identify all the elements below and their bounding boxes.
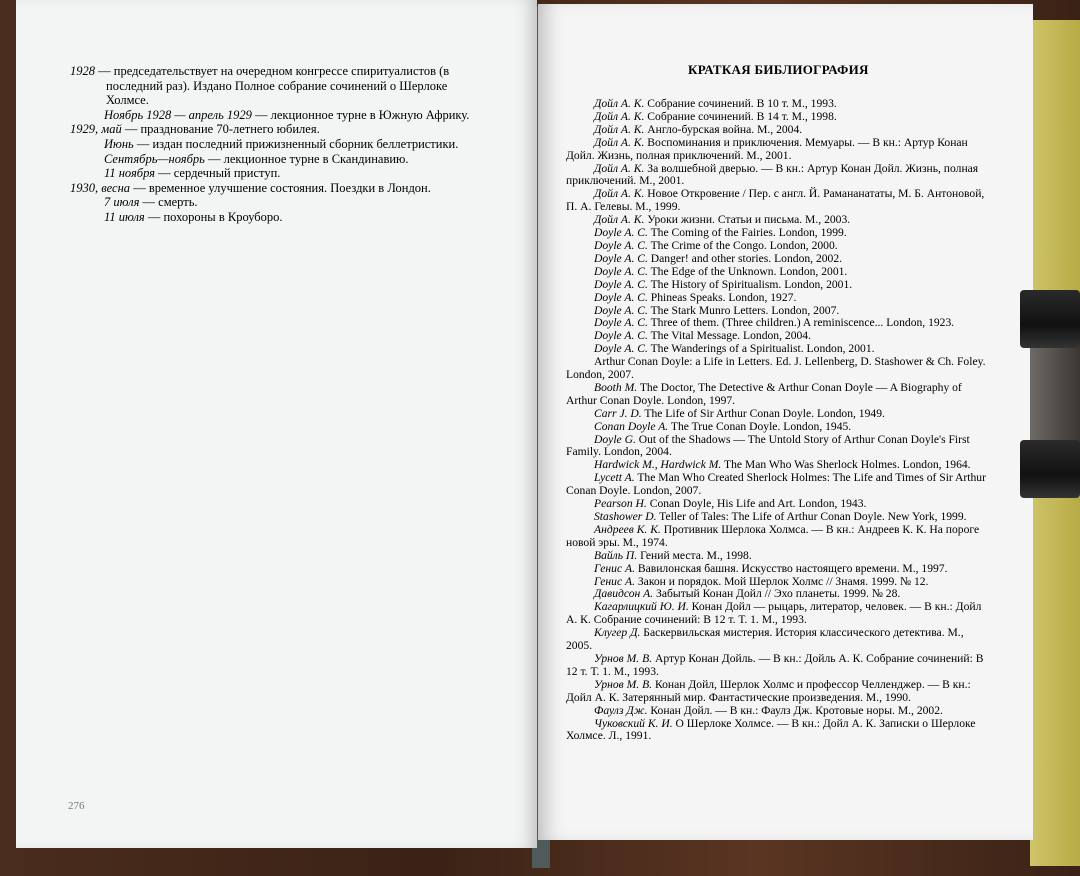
bibliography-author: Doyle A. C. <box>594 277 648 291</box>
bibliography-author: Дойл А. К. <box>594 135 645 149</box>
chronology-entry <box>70 137 490 152</box>
bibliography-entry <box>566 137 986 163</box>
bibliography-author: Doyle A. C. <box>594 303 648 317</box>
chronology-date: 7 июля <box>104 195 140 210</box>
bibliography-text: Danger! and other stories. London, 2002. <box>647 251 843 265</box>
bibliography-author: Дойл А. К. <box>594 161 645 175</box>
chronology-entry <box>70 166 490 181</box>
chronology-entry <box>70 64 490 108</box>
chronology-date: Июнь <box>104 136 134 151</box>
bibliography-text: Забытый Конан Дойл // Эхо планеты. 1999. № 28. <box>653 587 901 601</box>
bibliography-entry <box>566 188 986 214</box>
bibliography-author: Pearson H. <box>594 497 647 511</box>
chronology-entry <box>70 181 490 196</box>
bibliography-author: Lycett A. <box>594 471 635 485</box>
bibliography-text: The Man Who Created Sherlock Holmes: The Life and Times of Sir Arthur Conan Doyle. London, 2007. <box>566 471 986 498</box>
bibliography-author: Давидсон А. <box>594 587 654 601</box>
binder-clip-top <box>1020 290 1080 348</box>
chronology-entry <box>70 108 490 123</box>
chronology-date: 1930, весна <box>70 180 131 195</box>
bibliography-author: Дойл А. К. <box>594 97 645 110</box>
bibliography-author: Вайль П. <box>594 548 638 562</box>
bibliography-author: Дойл А. К. <box>594 109 645 123</box>
chronology-date: Ноябрь 1928 — апрель 1929 <box>104 107 252 122</box>
bibliography-author: Дойл А. К. <box>594 187 645 201</box>
bibliography-text: The History of Spiritualism. London, 2001. <box>647 277 853 291</box>
bibliography-entry <box>566 601 986 627</box>
bibliography-text: Закон и порядок. Мой Шерлок Холмс // Знамя. 1999. № 12. <box>634 574 929 588</box>
bibliography-text: Conan Doyle, His Life and Art. London, 1943. <box>646 497 867 511</box>
bibliography-text: Three of them. (Three children.) A reminiscence... London, 1923. <box>647 316 955 330</box>
bibliography-text: The Wanderings of a Spiritualist. London, 2001. <box>647 342 875 356</box>
bibliography-author: Генис А. <box>594 574 635 588</box>
bibliography-text: Новое Откровение / Пер. с англ. Й. Рамананататы, М. Б. Антоновой, П. А. Гелевы. М., 1999. <box>566 187 985 214</box>
binder-clip-bottom <box>1020 440 1080 498</box>
bibliography-author: Клугер Д. <box>594 626 641 640</box>
chronology-text: — смерть. <box>139 195 198 210</box>
chronology-list <box>70 64 490 225</box>
bibliography-text: The Edge of the Unknown. London, 2001. <box>647 264 848 278</box>
chronology-text: — сердечный приступ. <box>154 166 281 181</box>
bibliography-text: The Man Who Was Sherlock Holmes. London, 1964. <box>721 458 971 472</box>
binder-clip-handle <box>1030 340 1080 450</box>
bibliography-text: Собрание сочинений. В 10 т. М., 1993. <box>644 97 837 110</box>
bibliography-author: Booth M. <box>594 380 638 394</box>
chronology-date: Сентябрь—ноябрь <box>104 151 205 166</box>
bibliography-author: Doyle G. <box>594 432 636 446</box>
bibliography-author: Doyle A. C. <box>594 226 648 240</box>
bibliography-author: Чуковский К. И. <box>594 716 673 730</box>
bibliography-text: The Crime of the Congo. London, 2000. <box>647 238 838 252</box>
chronology-text: — лекционное турне в Южную Африку. <box>251 107 470 122</box>
bibliography-text: Артур Конан Дойль. — В кн.: Дойль А. К. Собрание сочинений: В 12 т. Т. 1. М., 1993. <box>566 651 984 678</box>
bibliography-text: The Coming of the Fairies. London, 1999. <box>647 226 847 240</box>
chronology-text: — празднование 70-летнего юбилея. <box>121 122 320 137</box>
bibliography-text: Out of the Shadows — The Untold Story of Arthur Conan Doyle's First Family. London, 2004. <box>566 432 970 459</box>
bibliography-text: Уроки жизни. Статьи и письма. М., 2003. <box>644 213 851 227</box>
chronology-entry <box>70 210 490 225</box>
chronology-date: 1929, май <box>70 122 122 137</box>
bibliography-entry <box>566 653 986 679</box>
bibliography-text: За волшебной дверью. — В кн.: Артур Конан Дойл. Жизнь, полная приключений. М., 2001. <box>566 161 979 188</box>
bibliography-author: Conan Doyle A. <box>594 419 669 433</box>
bibliography-author: Урнов М. В. <box>594 677 653 691</box>
bibliography-text: О Шерлоке Холмсе. — В кн.: Дойл А. К. Записки о Шерлоке Холмсе. Л., 1991. <box>566 716 976 743</box>
bibliography-entry <box>566 356 986 382</box>
bibliography-entry <box>566 679 986 705</box>
chronology-text: — лекционное турне в Скандинавию. <box>204 151 409 166</box>
bibliography-text: Конан Дойл, Шерлок Холмс и профессор Челленджер. — В кн.: Дойл А. К. Затерянный мир. Фантастические произведения. М., 1990. <box>566 677 971 704</box>
bibliography-text: Arthur Conan Doyle: a Life in Letters. Ed. J. Lellenberg, D. Stashower & Ch. Foley. London, 2007. <box>566 355 986 382</box>
bibliography-text: Воспоминания и приключения. Мемуары. — В кн.: Артур Конан Дойл. Жизнь, полная приключений. М., 2001. <box>566 135 968 162</box>
chronology-date: 1928 <box>70 64 95 78</box>
bibliography-text: Противник Шерлока Холмса. — В кн.: Андреев К. К. На пороге новой эры. М., 1974. <box>566 522 980 549</box>
bibliography-text: The Stark Munro Letters. London, 2007. <box>647 303 840 317</box>
bibliography-text: Баскервильская мистерия. История классического детектива. М., 2005. <box>566 626 964 653</box>
chronology-entry <box>70 122 490 137</box>
bibliography-author: Кагарлицкий Ю. И. <box>594 600 689 614</box>
bibliography-text: The Life of Sir Arthur Conan Doyle. London, 1949. <box>641 406 885 420</box>
bibliography-text: Конан Дойл. — В кн.: Фаулз Дж. Кротовые норы. М., 2002. <box>647 703 943 717</box>
bibliography-entry <box>566 718 986 744</box>
bibliography-author: Doyle A. C. <box>594 290 648 304</box>
bibliography-entry <box>566 434 986 460</box>
bibliography-text: Teller of Tales: The Life of Arthur Conan Doyle. New York, 1999. <box>656 510 967 523</box>
bibliography-author: Doyle A. C. <box>594 342 648 356</box>
bibliography-author: Фаулз Дж. <box>594 703 648 717</box>
bibliography-entry <box>566 524 986 550</box>
bibliography-author: Doyle A. C. <box>594 238 648 252</box>
chronology-text: — председательствует на очередном конгрессе спиритуалистов (в <box>95 64 450 78</box>
bibliography-author: Doyle A. C. <box>594 329 648 343</box>
bibliography-author: Урнов М. В. <box>594 651 653 665</box>
bibliography-list <box>566 98 986 743</box>
bibliography-author: Дойл А. К. <box>594 213 645 227</box>
bibliography-author: Doyle A. C. <box>594 316 648 330</box>
bibliography-text: The True Conan Doyle. London, 1945. <box>668 419 852 433</box>
bibliography-entry <box>566 627 986 653</box>
bibliography-text: Вавилонская башня. Искусство настоящего времени. М., 1997. <box>634 561 948 575</box>
bibliography-entry <box>566 472 986 498</box>
bibliography-author: Дойл А. К. <box>594 122 645 136</box>
chronology-date: 11 июля <box>104 209 145 224</box>
bibliography-author: Генис А. <box>594 561 635 575</box>
bibliography-author: Doyle A. C. <box>594 251 648 265</box>
bibliography-text: The Vital Message. London, 2004. <box>647 329 811 343</box>
bibliography-entry <box>566 163 986 189</box>
chronology-entry <box>70 195 490 210</box>
bibliography-text: Собрание сочинений. В 14 т. М., 1998. <box>644 109 837 123</box>
chronology-text: — похороны в Кроуборо. <box>144 209 283 224</box>
chronology-date: 11 ноября <box>104 166 155 181</box>
chronology-text: — издан последний прижизненный сборник беллетристики. <box>133 136 459 151</box>
bibliography-entry <box>566 382 986 408</box>
bibliography-text: The Doctor, The Detective & Arthur Conan Doyle — A Biography of Arthur Conan Doyle. London, 1997. <box>566 380 962 407</box>
bibliography-author: Hardwick M., Hardwick M. <box>594 458 722 472</box>
bibliography-text: Англо-бурская война. М., 2004. <box>644 122 803 136</box>
chronology-continuation: последний раз). Издано Полное собрание сочинений о Шерлоке Холмсе. <box>106 78 448 108</box>
bibliography-title: КРАТКАЯ БИБЛИОГРАФИЯ <box>688 62 869 77</box>
page-number: 276 <box>68 800 85 812</box>
chronology-entry <box>70 152 490 167</box>
chronology-text: — временное улучшение состояния. Поездки в Лондон. <box>130 180 431 195</box>
bibliography-author: Doyle A. C. <box>594 264 648 278</box>
bibliography-author: Carr J. D. <box>594 406 642 420</box>
bibliography-text: Конан Дойл — рыцарь, литератор, человек. — В кн.: Дойл А. К. Собрание сочинений: В 12 т. Т. 1. М., 1993. <box>566 600 982 627</box>
bibliography-author: Андреев К. К. <box>594 522 661 536</box>
bibliography-text: Гений места. М., 1998. <box>637 548 752 562</box>
bibliography-author: Stashower D. <box>594 510 657 523</box>
bibliography-text: Phineas Speaks. London, 1927. <box>647 290 797 304</box>
